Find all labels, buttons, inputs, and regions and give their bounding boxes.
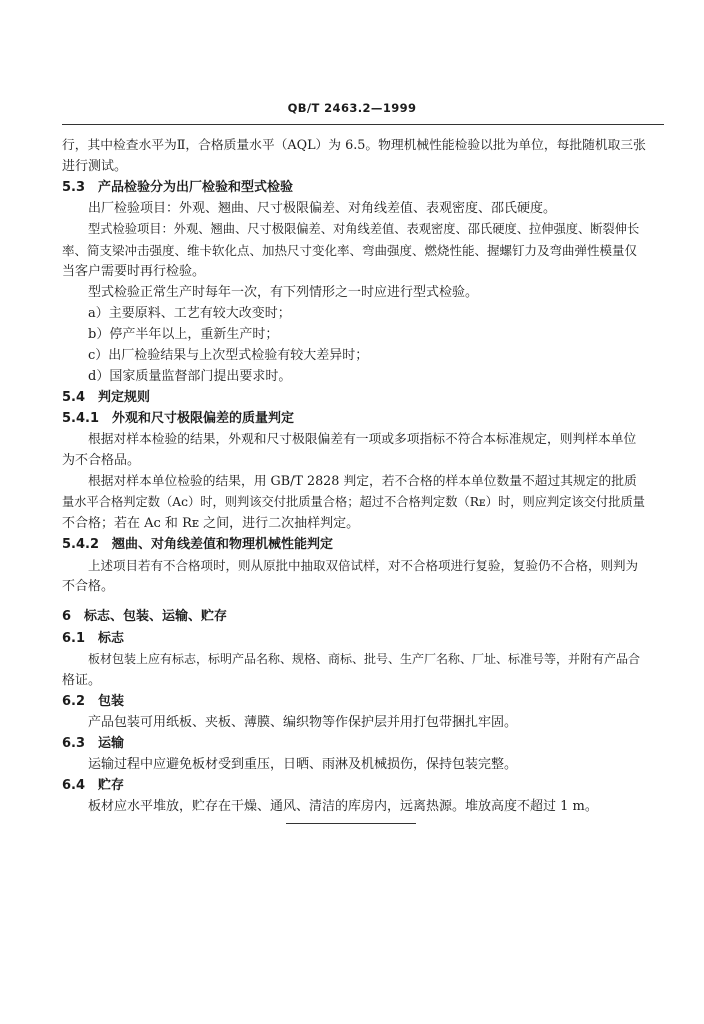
text-line: 板材应水平堆放，贮存在干燥、通风、清洁的库房内，远离热源。堆放高度不超过 1 m。 [88,799,598,814]
text-line: 根据对样本单位检验的结果，用 GB/T 2828 判定，若不合格的样本单位数量不超过其规定的批质 [88,474,637,489]
text-line: 为不合格品。 [62,453,141,468]
section-6-3-heading: 6.3 运输 [62,736,125,751]
standard-number-header: QB/T 2463.2—1999 [287,101,417,115]
section-5-4-2-heading: 5.4.2 翘曲、对角线差值和物理机械性能判定 [62,537,334,552]
list-item-a: a）主要原料、工艺有较大改变时； [88,306,291,321]
section-5-4-1-heading: 5.4.1 外观和尺寸极限偏差的质量判定 [62,411,295,426]
list-item-d: d）国家质量监督部门提出要求时。 [88,369,292,384]
section-6-heading: 6 标志、包装、运输、贮存 [62,609,228,624]
text-line: 板材包装上应有标志，标明产品名称、规格、商标、批号、生产厂名称、厂址、标准号等，并附有产品合 [88,652,641,666]
text-line: 当客户需要时再行检验。 [62,264,206,279]
header-rule [62,124,664,125]
text-line: 量水平合格判定数（Aᴄ）时，则判该交付批质量合格；超过不合格判定数（Rᴇ）时，则应判定该交付批质量 [62,495,645,509]
text-line: 产品包装可用纸板、夹板、薄膜、编织物等作保护层并用打包带捆扎牢固。 [88,715,518,730]
section-5-3-heading: 5.3 产品检验分为出厂检验和型式检验 [62,180,294,195]
list-item-c: c）出厂检验结果与上次型式检验有较大差异时； [88,348,369,363]
text-line: 型式检验正常生产时每年一次，有下列情形之一时应进行型式检验。 [88,285,479,300]
text-line: 格证。 [62,673,102,688]
end-rule [286,823,416,824]
text-line: 型式检验项目：外观、翘曲、尺寸极限偏差、对角线差值、表观密度、邵氏硬度、拉伸强度、断裂伸长 [88,222,640,236]
section-6-4-heading: 6.4 贮存 [62,778,125,793]
text-line: 进行测试。 [62,159,128,174]
text-line: 率、简支梁冲击强度、维卡软化点、加热尺寸变化率、弯曲强度、燃烧性能、握螺钉力及弯曲弹性模量仅 [62,243,638,258]
text-line: 行，其中检查水平为Ⅱ，合格质量水平（AQL）为 6.5。物理机械性能检验以批为单位，每批随机取三张 [62,138,646,153]
text-line: 出厂检验项目：外观、翘曲、尺寸极限偏差、对角线差值、表观密度、邵氏硬度。 [88,201,557,216]
text-line: 不合格。 [62,579,115,594]
section-6-2-heading: 6.2 包装 [62,694,125,709]
section-5-4-heading: 5.4 判定规则 [62,390,151,405]
text-line: 运输过程中应避免板材受到重压，日晒、雨淋及机械损伤，保持包装完整。 [88,757,518,772]
text-line: 不合格；若在 Aᴄ 和 Rᴇ 之间，进行二次抽样判定。 [62,516,360,531]
section-6-1-heading: 6.1 标志 [62,631,125,646]
text-line: 根据对样本检验的结果，外观和尺寸极限偏差有一项或多项指标不符合本标准规定，则判样本单位 [88,432,637,447]
list-item-b: b）停产半年以上，重新生产时； [88,327,279,342]
text-line: 上述项目若有不合格项时，则从原批中抽取双倍试样，对不合格项进行复验，复验仍不合格，则判为 [88,558,639,573]
